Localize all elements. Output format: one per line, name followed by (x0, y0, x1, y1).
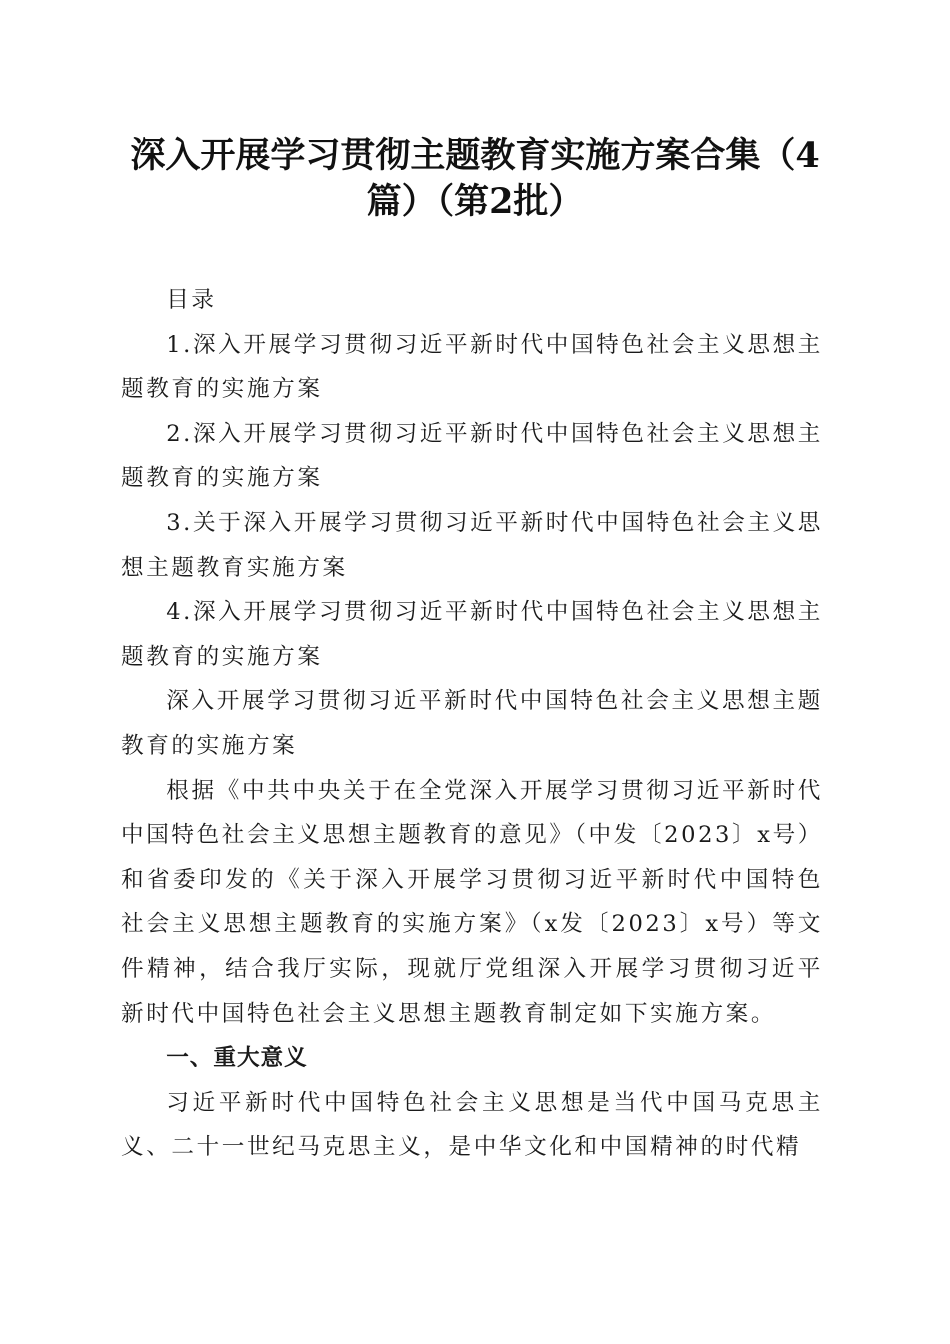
toc-item-3: 3.关于深入开展学习贯彻习近平新时代中国特色社会主义思想主题教育实施方案 (121, 509, 823, 581)
document-body (121, 278, 823, 1170)
document-title (110, 133, 840, 225)
toc-label: 目录 (166, 287, 217, 313)
toc-item-2: 2.深入开展学习贯彻习近平新时代中国特色社会主义思想主题教育的实施方案 (121, 420, 823, 492)
document-title-line-2: 篇）（第2批） (366, 181, 584, 222)
section-title: 深入开展学习贯彻习近平新时代中国特色社会主义思想主题教育的实施方案 (121, 688, 823, 759)
document-title-line-1: 深入开展学习贯彻主题教育实施方案合集（4 (130, 135, 820, 176)
toc-item-4: 4.深入开展学习贯彻习近平新时代中国特色社会主义思想主题教育的实施方案 (121, 599, 823, 670)
heading-significance: 一、重大意义 (166, 1045, 308, 1072)
toc-item-1: 1.深入开展学习贯彻习近平新时代中国特色社会主义思想主题教育的实施方案 (121, 331, 823, 403)
intro-paragraph: 根据《中共中央关于在全党深入开展学习贯彻习近平新时代中国特色社会主义思想主题教育的意见》（中发〔2023〕x号）和省委印发的《关于深入开展学习贯彻习近平新时代中国特色社会主义思想主题教育的实施方案》（x发〔2023〕x号）等文件精神，结合我厅实际，现就厅党组深入开展学习贯彻习近平新时代中国特色社会主义思想主题教育制定如下实施方案。 (121, 777, 823, 1027)
paragraph-significance: 习近平新时代中国特色社会主义思想是当代中国马克思主义、二十一世纪马克思主义，是中华文化和中国精神的时代精 (121, 1089, 823, 1161)
